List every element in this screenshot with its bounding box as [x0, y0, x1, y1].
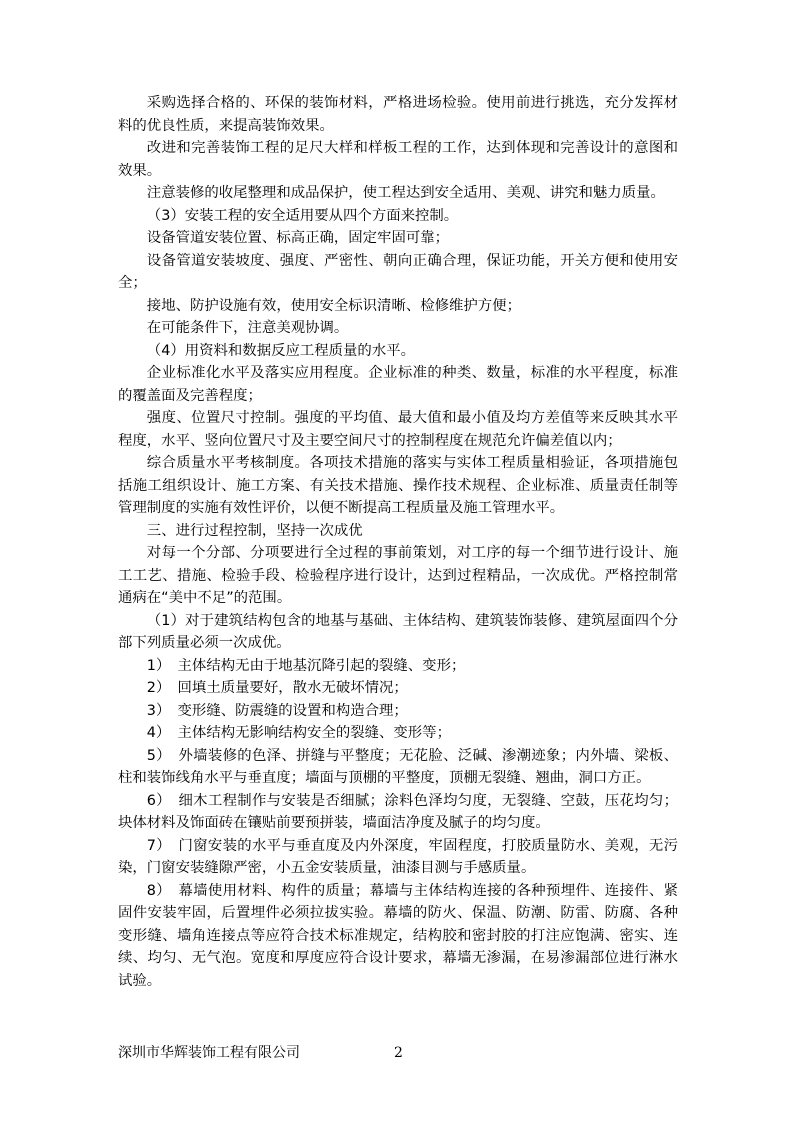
paragraph: 综合质量水平考核制度。各项技术措施的落实与实体工程质量相验证，各项措施包括施工组织设计、施工方案、有关技术措施、操作技术规程、企业标准、质量责任制等管理制度的实施有效性评价，以便不断提高工程质量及施工管理水平。 [118, 455, 678, 516]
paragraph: 采购选择合格的、环保的装饰材料，严格进场检验。使用前进行挑选，充分发挥材料的优良性质，来提高装饰效果。 [118, 95, 678, 134]
paragraph: 在可能条件下，注意美观协调。 [146, 320, 349, 336]
section-heading: 三、进行过程控制，坚持一次成优 [146, 522, 363, 539]
list-item: 2） 回填土质量要好，散水无破坏情况； [146, 680, 408, 696]
list-item: 1） 主体结构无由于地基沉降引起的裂缝、变形； [146, 657, 466, 674]
paragraph: （1）对于建筑结构包含的地基与基础、主体结构、建筑装饰装修、建筑屋面四个分部下列质量必须一次成优。 [118, 612, 678, 651]
list-item: 6） 细木工程制作与安装是否细腻；涂料色泽均匀度，无裂缝、空鼓，压花均匀；块体材料及饰面砖在镶贴前要预拼装，墙面洁净度及腻子的均匀度。 [118, 792, 678, 831]
page-number: 2 [394, 1045, 403, 1061]
paragraph: 改进和完善装饰工程的足尺大样和样板工程的工作，达到体现和完善设计的意图和效果。 [118, 140, 678, 179]
list-item: 7） 门窗安装的水平与垂直度及内外深度，牢固程度，打胶质量防水、美观，无污染，门窗安装缝隙严密，小五金安装质量，油漆目测与手感质量。 [118, 837, 678, 876]
list-item: 8） 幕墙使用材料、构件的质量；幕墙与主体结构连接的各种预埋件、连接件、紧固件安装牢固，后置埋件必须拉拔实验。幕墙的防火、保温、防潮、防雷、防腐、各种变形缝、墙角连接点等应符合技术标准规定，结构胶和密封胶的打注应饱满、密实、连续、均匀、无气泡。宽度和厚度应符合设计要求，幕墙无渗漏，在易渗漏部位进行淋水试验。 [118, 882, 678, 989]
footer-company-name: 深圳市华辉装饰工程有限公司 [118, 1045, 300, 1061]
list-item: 3） 变形缝、防震缝的设置和构造合理； [146, 702, 408, 719]
paragraph: 设备管道安装坡度、强度、严密性、朝向正确合理，保证功能，开关方便和使用安全； [118, 252, 678, 291]
page-footer [118, 1044, 678, 1064]
paragraph: （3）安装工程的安全适用要从四个方面来控制。 [146, 207, 459, 224]
paragraph: 企业标准化水平及落实应用程度。企业标准的种类、数量，标准的水平程度，标准的覆盖面及完善程度； [118, 365, 678, 404]
paragraph: 对每一个分部、分项要进行全过程的事前策划，对工序的每一个细节进行设计、施工工艺、措施、检验手段、检验程序进行设计，达到过程精品，一次成优。严格控制常通病在“美中不足”的范围。 [118, 545, 678, 606]
paragraph: 注意装修的收尾整理和成品保护，使工程达到安全适用、美观、讲究和魅力质量。 [146, 185, 665, 201]
paragraph: （4）用资料和数据反应工程质量的水平。 [146, 342, 415, 359]
paragraph: 接地、防护设施有效，使用安全标识清晰、检修维护方便； [146, 297, 521, 314]
list-item: 5） 外墙装修的色泽、拼缝与平整度；无花脸、泛碱、渗潮迹象；内外墙、梁板、柱和装饰线角水平与垂直度；墙面与顶棚的平整度，顶棚无裂缝、翘曲，洞口方正。 [118, 747, 678, 786]
paragraph: 强度、位置尺寸控制。强度的平均值、最大值和最小值及均方差值等来反映其水平程度，水平、竖向位置尺寸及主要空间尺寸的控制程度在规范允许偏差值以内； [118, 410, 678, 449]
paragraph: 设备管道安装位置、标高正确，固定牢固可靠； [146, 230, 450, 246]
body-text [118, 92, 678, 992]
list-item: 4） 主体结构无影响结构安全的裂缝、变形等； [146, 725, 451, 741]
